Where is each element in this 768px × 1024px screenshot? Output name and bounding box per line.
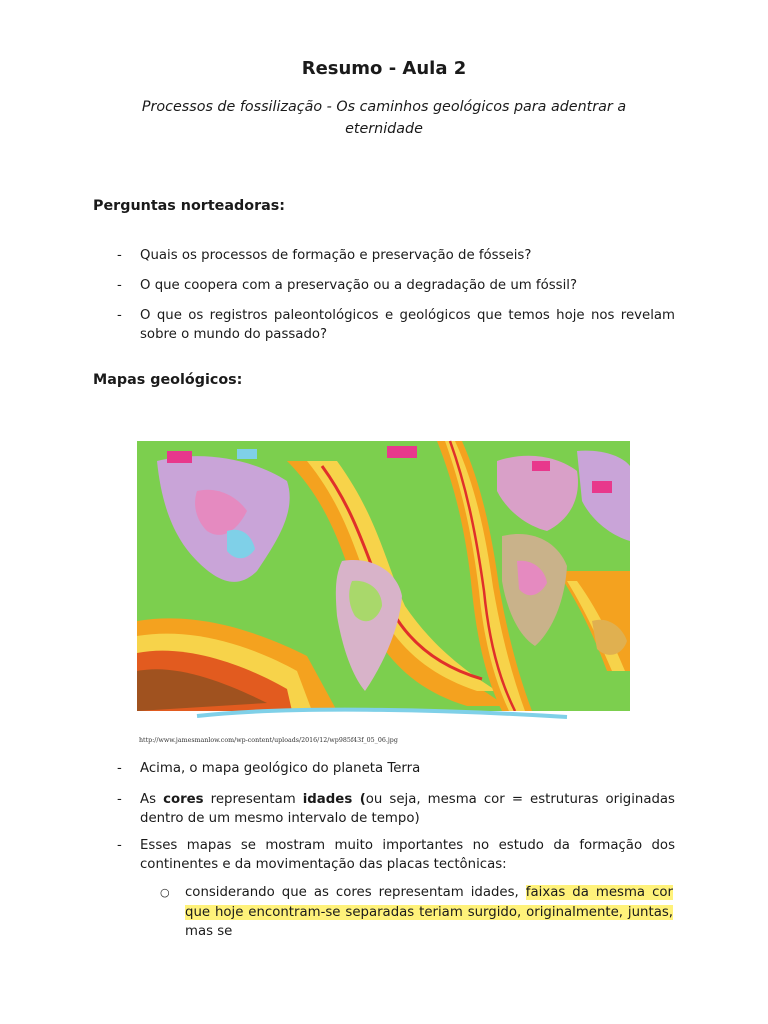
bullet-dash: - <box>117 792 122 807</box>
text-run: ou seja, mesma cor = estruturas originadas dentro de um mesmo intervalo de tempo) <box>140 792 675 826</box>
section-heading-questions: Perguntas norteadoras: <box>93 198 285 214</box>
list-item-text: Quais os processos de formação e preservação de fósseis? <box>140 248 532 263</box>
bullet-dash: - <box>117 278 122 293</box>
section-heading-maps: Mapas geológicos: <box>93 372 243 388</box>
list-item-text: O que os registros paleontológicos e geológicos que temos hoje nos revelam sobre o mundo do passado? <box>140 308 675 342</box>
bullet-dash: - <box>117 838 122 853</box>
bullet-dash: - <box>117 308 122 323</box>
bullet-dash: - <box>117 248 122 263</box>
page-subtitle: Processos de fossilização - Os caminhos geológicos para adentrar a eternidade <box>141 99 627 137</box>
map-caption: http://www.jamesmanlow.com/wp-content/uploads/2016/12/wp985f43f_05_06.jpg <box>139 737 398 744</box>
list-item-text: Esses mapas se mostram muito importantes no estudo da formação dos continentes e da movimentação das placas tectônicas: <box>140 838 675 872</box>
text-run: As <box>140 792 164 807</box>
text-run: representam <box>203 792 303 807</box>
geological-world-map <box>137 421 630 735</box>
bullet-dash: - <box>117 761 122 776</box>
circle-bullet-icon: ○ <box>160 886 170 899</box>
text-run: mas se <box>185 924 233 939</box>
list-item-text: O que coopera com a preservação ou a degradação de um fóssil? <box>140 278 578 293</box>
list-item-text: Acima, o mapa geológico do planeta Terra <box>140 761 421 776</box>
bold-term: cores <box>163 792 204 807</box>
text-run: considerando que as cores representam idades, <box>185 885 526 900</box>
page-title: Resumo - Aula 2 <box>301 58 467 79</box>
sub-list-item-text <box>185 883 673 942</box>
list-item-text <box>140 790 675 828</box>
bold-term: idades ( <box>302 792 366 807</box>
highlighted-text: faixas da mesma cor que hoje encontram-se separadas teriam surgido, originalmente, juntas, <box>185 885 673 920</box>
